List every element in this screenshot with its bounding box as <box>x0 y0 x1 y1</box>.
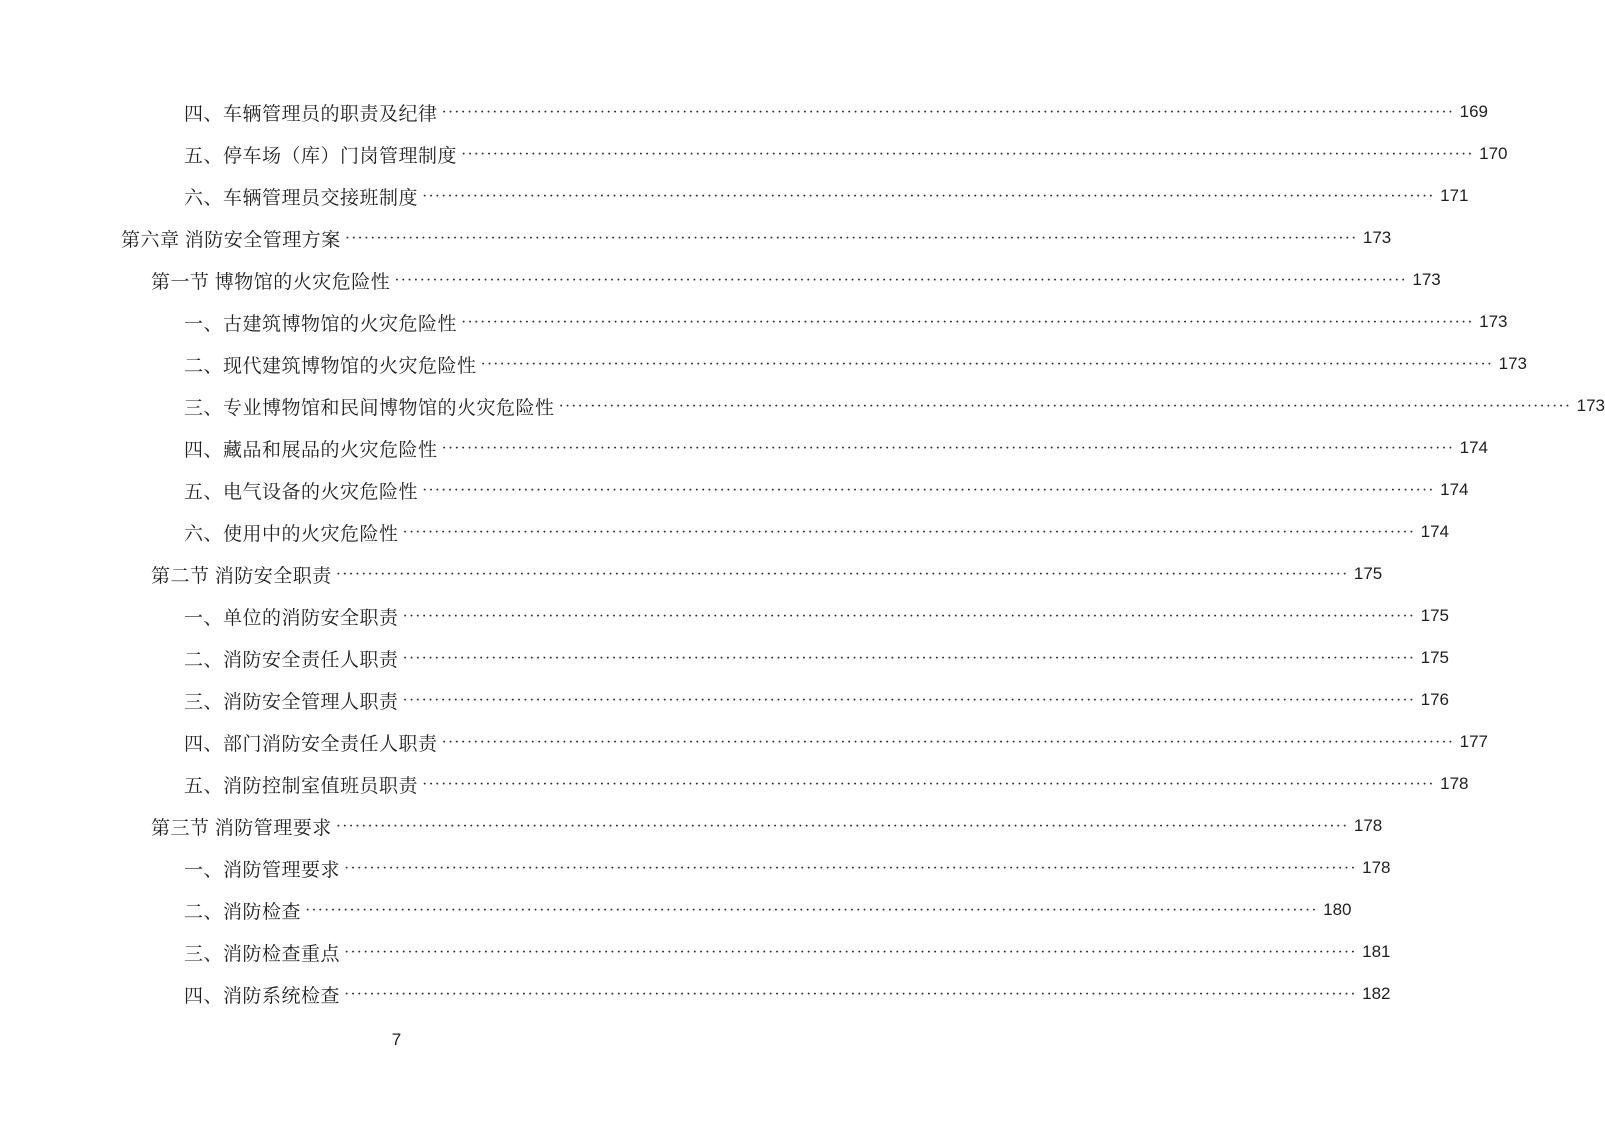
toc-entry[interactable] <box>121 133 1508 175</box>
toc-entry-title: 一、消防管理要求 <box>184 859 341 881</box>
toc-entry[interactable] <box>121 847 1391 889</box>
toc-entry-page-number: 169 <box>1459 102 1489 121</box>
toc-entry-page-number: 173 <box>1412 270 1441 289</box>
dot-leader: ································································································································································ <box>394 272 1407 289</box>
dot-leader: ································································································································································ <box>344 986 1357 1003</box>
dot-leader: ································································································································································ <box>344 230 1358 247</box>
toc-entry-page-number: 173 <box>1479 312 1508 331</box>
toc-entry-title: 第六章 消防安全管理方案 <box>121 229 341 251</box>
toc-entry-page-number: 180 <box>1323 900 1352 919</box>
toc-entry[interactable] <box>121 889 1352 931</box>
dot-leader: ································································································································································ <box>402 692 1416 709</box>
toc-entry-page-number: 174 <box>1459 438 1489 457</box>
toc-entry[interactable] <box>121 805 1383 847</box>
toc-entry[interactable] <box>121 427 1489 469</box>
toc-entry-title: 五、停车场（库）门岗管理制度 <box>184 145 458 167</box>
toc-entry-page-number: 175 <box>1353 564 1383 583</box>
dot-leader: ································································································································································ <box>441 440 1455 457</box>
toc-entry[interactable] <box>121 343 1528 385</box>
toc-entry[interactable] <box>121 721 1489 763</box>
toc-entry[interactable] <box>121 301 1508 343</box>
toc-entry[interactable] <box>121 385 1605 427</box>
toc-entry-page-number: 178 <box>1353 816 1383 835</box>
toc-entry-page-number: 173 <box>1576 396 1605 415</box>
toc-entry-title: 第二节 消防安全职责 <box>151 565 332 587</box>
toc-entry-title: 一、古建筑博物馆的火灾危险性 <box>184 313 458 335</box>
dot-leader: ································································································································································ <box>441 104 1455 121</box>
toc-entry-title: 三、消防检查重点 <box>184 943 341 965</box>
toc-entry-title: 二、现代建筑博物馆的火灾危险性 <box>184 355 477 377</box>
toc-entry-title: 六、使用中的火灾危险性 <box>184 523 399 545</box>
dot-leader: ································································································································································ <box>441 734 1455 751</box>
dot-leader: ································································································································································ <box>402 608 1416 625</box>
page-number-footer <box>0 1030 793 1050</box>
toc-entry[interactable] <box>121 469 1469 511</box>
toc-entry-page-number: 170 <box>1479 144 1508 163</box>
toc-entry-page-number: 173 <box>1498 354 1528 373</box>
toc-entry[interactable] <box>121 259 1441 301</box>
toc-entry-page-number: 182 <box>1362 984 1391 1003</box>
toc-entry[interactable] <box>121 511 1450 553</box>
toc-entry-title: 四、消防系统检查 <box>184 985 341 1007</box>
dot-leader: ································································································································································ <box>461 146 1474 163</box>
toc-entry-title: 二、消防检查 <box>184 901 302 923</box>
toc-entry-page-number: 177 <box>1459 732 1489 751</box>
dot-leader: ································································································································································ <box>422 482 1435 499</box>
toc-entry-page-number: 174 <box>1420 522 1450 541</box>
dot-leader: ································································································································································ <box>558 398 1572 415</box>
toc-entry[interactable] <box>121 679 1450 721</box>
toc-entry[interactable] <box>121 175 1469 217</box>
toc-entry-title: 四、车辆管理员的职责及纪律 <box>184 103 438 125</box>
toc-entry-page-number: 176 <box>1420 690 1450 709</box>
dot-leader: ································································································································································ <box>344 860 1357 877</box>
dot-leader: ································································································································································ <box>344 944 1357 961</box>
dot-leader: ································································································································································ <box>422 776 1435 793</box>
toc-entry-title: 第一节 博物馆的火灾危险性 <box>151 271 391 293</box>
toc-entry-title: 一、单位的消防安全职责 <box>184 607 399 629</box>
toc-entry-page-number: 175 <box>1420 606 1450 625</box>
toc-entry-title: 五、电气设备的火灾危险性 <box>184 481 419 503</box>
dot-leader: ································································································································································ <box>402 524 1416 541</box>
dot-leader: ································································································································································ <box>335 818 1349 835</box>
toc-entry-page-number: 171 <box>1440 186 1469 205</box>
toc-entry-title: 四、部门消防安全责任人职责 <box>184 733 438 755</box>
toc-entry-title: 三、专业博物馆和民间博物馆的火灾危险性 <box>184 397 555 419</box>
toc-entry-page-number: 181 <box>1362 942 1391 961</box>
toc-entry-page-number: 173 <box>1362 228 1392 247</box>
toc-entry[interactable] <box>121 931 1391 973</box>
toc-entry-page-number: 174 <box>1440 480 1469 499</box>
toc-entry[interactable] <box>121 973 1391 1015</box>
dot-leader: ································································································································································ <box>422 188 1435 205</box>
toc-entry-title: 二、消防安全责任人职责 <box>184 649 399 671</box>
toc-entry-title: 四、藏品和展品的火灾危险性 <box>184 439 438 461</box>
toc-entry[interactable] <box>121 91 1489 133</box>
page-number: 7 <box>391 1030 402 1049</box>
dot-leader: ································································································································································ <box>335 566 1349 583</box>
dot-leader: ································································································································································ <box>402 650 1416 667</box>
toc-entry-title: 三、消防安全管理人职责 <box>184 691 399 713</box>
dot-leader: ································································································································································ <box>461 314 1474 331</box>
toc-entry-title: 五、消防控制室值班员职责 <box>184 775 419 797</box>
toc-entry-page-number: 178 <box>1362 858 1391 877</box>
toc-entry[interactable] <box>121 553 1383 595</box>
dot-leader: ································································································································································ <box>480 356 1494 373</box>
toc-entry-page-number: 178 <box>1440 774 1469 793</box>
toc-entry-title: 六、车辆管理员交接班制度 <box>184 187 419 209</box>
toc-entry-title: 第三节 消防管理要求 <box>151 817 332 839</box>
toc-entry[interactable] <box>121 217 1392 259</box>
toc <box>121 91 1605 1015</box>
toc-entry-page-number: 175 <box>1420 648 1450 667</box>
dot-leader: ································································································································································ <box>305 902 1318 919</box>
toc-entry[interactable] <box>121 763 1469 805</box>
toc-entry[interactable] <box>121 595 1450 637</box>
toc-entry[interactable] <box>121 637 1450 679</box>
